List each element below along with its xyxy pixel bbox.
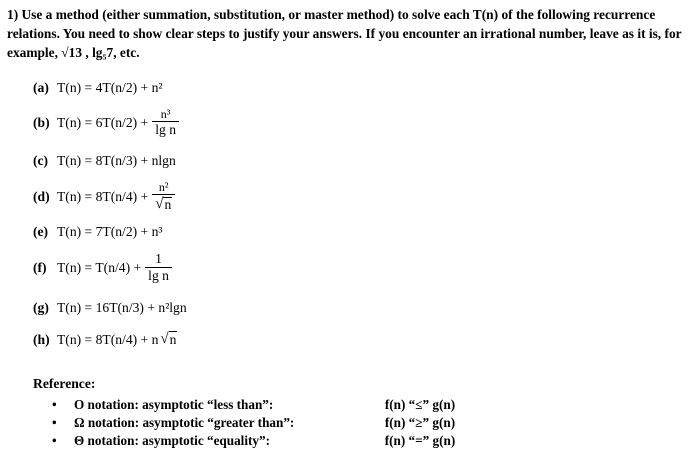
bullet-icon: • bbox=[52, 415, 57, 430]
problem-a bbox=[33, 80, 162, 96]
reference-item-text: O notation: asymptotic “less than”: bbox=[74, 397, 274, 412]
problem-d-radicand: n bbox=[164, 196, 172, 212]
problem-b-equation: T(n) = 6T(n/2) + bbox=[57, 115, 149, 131]
problem-b-label: (b) bbox=[33, 115, 50, 131]
problem-b bbox=[33, 108, 179, 138]
problem-d-fraction bbox=[152, 181, 175, 213]
problem-g-equation: T(n) = 16T(n/3) + n²lgn bbox=[57, 300, 187, 315]
reference-relation: f(n) “≤” g(n) bbox=[384, 397, 456, 412]
problem-f-denominator: lg n bbox=[145, 267, 172, 284]
problem-h-equation: T(n) = 8T(n/4) + n bbox=[57, 331, 159, 347]
problem-d-label: (d) bbox=[33, 188, 50, 204]
problem-f-numerator: 1 bbox=[155, 251, 162, 266]
problem-intro: 1) Use a method (either summation, substitution, or master method) to solve each T(n) of the following recurrence relations. You need to show clear steps to justify your answers. If you encounter an irrational number, leave as it is, for example, √13 , lg₅7, etc. bbox=[7, 7, 682, 60]
problem-f-equation: T(n) = T(n/4) + bbox=[57, 259, 142, 275]
sqrt-icon: √ bbox=[155, 196, 164, 213]
problem-e-equation: T(n) = 7T(n/2) + n³ bbox=[57, 224, 163, 239]
problem-b-fraction bbox=[152, 108, 179, 138]
problem-f-label: (f) bbox=[33, 259, 47, 275]
reference-item-text: Θ notation: asymptotic “equality”: bbox=[74, 433, 270, 448]
problem-c-label: (c) bbox=[33, 153, 49, 168]
problem-h-label: (h) bbox=[33, 331, 50, 347]
problem-g-label: (g) bbox=[33, 300, 49, 315]
reference-item-text: Ω notation: asymptotic “greater than”: bbox=[74, 415, 295, 430]
problem-c bbox=[33, 153, 176, 169]
problem-h bbox=[33, 331, 177, 348]
problem-g bbox=[33, 300, 187, 316]
problem-b-denominator: lg n bbox=[152, 121, 179, 138]
problem-e bbox=[33, 224, 162, 240]
problem-h-sqrt bbox=[160, 331, 177, 348]
problem-d bbox=[33, 181, 175, 213]
reference-relation: f(n) “≥” g(n) bbox=[384, 415, 456, 430]
problem-e-label: (e) bbox=[33, 224, 49, 239]
problem-h-radicand: n bbox=[169, 332, 177, 347]
sqrt-icon: √ bbox=[160, 331, 169, 347]
bullet-icon: • bbox=[52, 397, 57, 412]
problem-a-equation: T(n) = 4T(n/2) + n² bbox=[57, 80, 163, 95]
problem-f bbox=[33, 252, 172, 284]
reference-relation: f(n) “=” g(n) bbox=[384, 433, 456, 448]
problem-a-label: (a) bbox=[33, 80, 49, 95]
problem-d-denominator bbox=[152, 194, 175, 213]
problem-d-equation: T(n) = 8T(n/4) + bbox=[57, 188, 149, 204]
reference-title: Reference: bbox=[33, 376, 96, 391]
problem-d-numerator: n² bbox=[158, 180, 169, 194]
problem-f-fraction bbox=[145, 252, 172, 284]
problem-c-equation: T(n) = 8T(n/3) + nlgn bbox=[57, 153, 176, 168]
problem-b-numerator: n³ bbox=[160, 107, 171, 121]
bullet-icon: • bbox=[52, 433, 57, 448]
